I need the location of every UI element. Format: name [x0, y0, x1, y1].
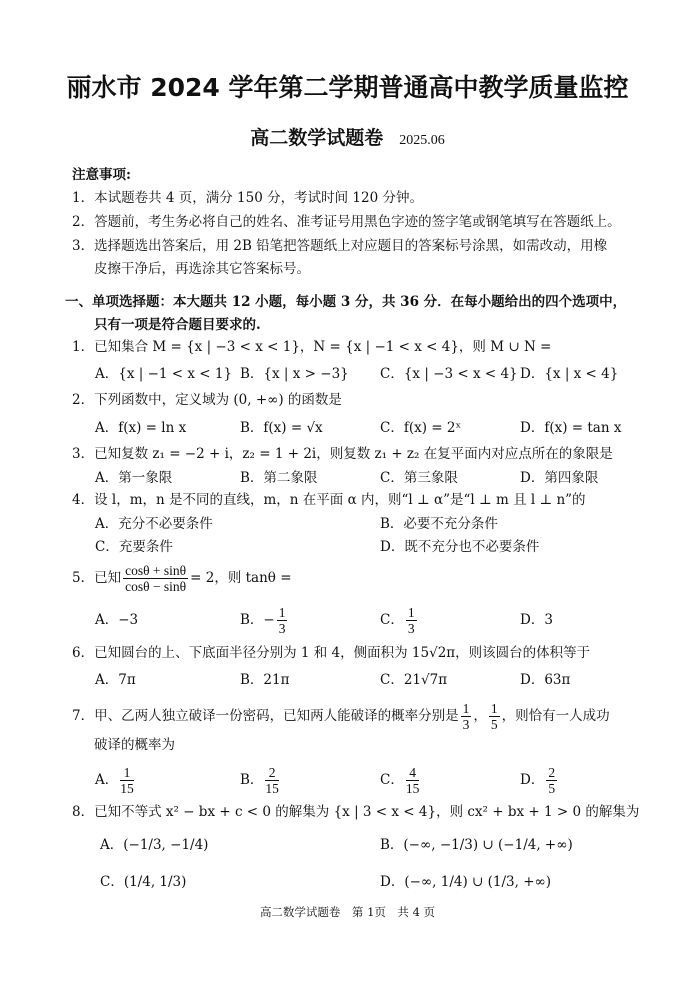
q5-fraction: [123, 563, 188, 594]
q3-option-c: C．第三象限: [380, 470, 458, 486]
q2-option-a: A．f(x) = ln x: [95, 420, 187, 436]
frac-num: 2: [548, 765, 556, 780]
q1-option-a: A．{x | −1 < x < 1}: [95, 366, 233, 382]
frac-den: 5: [548, 781, 556, 796]
q4-option-b: B．必要不充分条件: [380, 516, 498, 532]
frac-den: 5: [490, 717, 498, 732]
notes-heading: 注意事项:: [72, 167, 131, 183]
q7-option-b: [240, 764, 281, 796]
q5-stem-post: = 2，则 tanθ =: [190, 570, 292, 586]
frac-num: 1: [490, 701, 498, 716]
q5-frac-den: cosθ − sinθ: [125, 579, 187, 594]
q5-option-d: [520, 604, 553, 636]
question-6-stem: 6．已知圆台的上、下底面半径分别为 1 和 4，侧面积为 15√2π，则该圆台的体积等于: [72, 645, 591, 661]
q6-option-d: D．63π: [520, 672, 571, 688]
option-fraction: [277, 605, 288, 636]
option-label: A．: [95, 612, 119, 628]
exam-title: 丽水市 2024 学年第二学期普通高中教学质量监控: [66, 73, 629, 102]
q3-option-b: B．第二象限: [240, 470, 318, 486]
section-heading-cont: 只有一项是符合题目要求的.: [94, 317, 261, 333]
q3-option-a: A．第一象限: [95, 470, 173, 486]
frac-num: 1: [462, 701, 470, 716]
subtitle-text: 高二数学试题卷: [250, 127, 384, 149]
exam-subtitle: [0, 128, 695, 151]
note-item: 1．本试题卷共 4 页，满分 150 分，考试时间 120 分钟。: [72, 190, 423, 206]
q4-option-a: A．充分不必要条件: [95, 516, 213, 532]
frac-den: 15: [265, 781, 279, 796]
question-3-stem: 3．已知复数 z₁ = −2 + i，z₂ = 1 + 2i，则复数 z₁ + z₂ 在复平面内对应点所在的象限是: [72, 446, 613, 462]
option-value: 3: [544, 612, 553, 628]
question-7-stem: 7．甲、乙两人独立破译一份密码，已知两人能破译的概率分别是 $\frac{1}{3}$ ， $\frac{1}{5}$ ，则恰有一人成功: [72, 701, 610, 732]
q2-option-d: D．f(x) = tan x: [520, 420, 622, 436]
q4-option-d: D．既不充分也不必要条件: [380, 539, 540, 555]
option-label: B．: [240, 772, 264, 788]
q1-option-b: B．{x | x > −3}: [240, 366, 349, 382]
q2-option-b: B．f(x) = √x: [240, 420, 323, 436]
option-value: −3: [118, 612, 139, 628]
q5-frac-num: cosθ + sinθ: [125, 563, 187, 578]
option-fraction: [406, 605, 417, 636]
q6-option-b: B．21π: [240, 672, 290, 688]
option-fraction: [120, 765, 134, 796]
q1-option-c: C．{x | −3 < x < 4}: [380, 366, 518, 382]
option-label: D．: [520, 772, 545, 788]
q6-option-a: A．7π: [95, 672, 136, 688]
q1-option-d: D．{x | x < 4}: [520, 366, 619, 382]
q4-option-c: C．充要条件: [95, 539, 173, 555]
question-1-stem: 1．已知集合 M = {x | −3 < x < 1}，N = {x | −1 < x < 4}，则 M ∪ N =: [72, 339, 552, 355]
frac-den: 3: [278, 621, 286, 636]
q7-stem-pre: 7．甲、乙两人独立破译一份密码，已知两人能破译的概率分别是: [72, 708, 459, 724]
frac-num: 1: [407, 605, 415, 620]
question-8-stem: 8．已知不等式 x² − bx + c < 0 的解集为 {x | 3 < x < 4}，则 cx² + bx + 1 > 0 的解集为: [72, 804, 640, 820]
q3-option-d: D．第四象限: [520, 470, 599, 486]
question-4-stem: 4．设 l，m，n 是不同的直线，m，n 在平面 α 内，则“l ⊥ α”是“l ⊥ m 且 l ⊥ n”的: [72, 492, 586, 508]
frac-den: 3: [407, 621, 415, 636]
note-item: 2．答题前，考生务必将自己的姓名、准考证号用黑色字迹的签字笔或钢笔填写在答题纸上。: [72, 214, 621, 230]
frac-den: 15: [120, 781, 134, 796]
option-label: C．: [380, 772, 404, 788]
q2-option-c: C．f(x) = 2ˣ: [380, 420, 462, 436]
q8-option-b: B．(−∞, −1/3) ∪ (−1/4, +∞): [380, 837, 573, 853]
q8-option-a: A．(−1/3, −1/4): [100, 837, 209, 853]
q8-option-d: D．(−∞, 1/4) ∪ (1/3, +∞): [380, 874, 552, 890]
q7-stem-line2: 破译的概率为: [94, 737, 175, 753]
question-2-stem: 2．下列函数中，定义域为 (0, +∞) 的函数是: [72, 392, 342, 408]
frac-num: 1: [120, 765, 134, 781]
q6-option-c: C．21√7π: [380, 672, 448, 688]
frac-num: 2: [265, 765, 279, 781]
q5-stem-pre: 5．已知: [72, 570, 122, 586]
question-5-stem: [72, 560, 292, 596]
frac-num: 1: [278, 605, 286, 620]
option-fraction: [406, 765, 420, 796]
section-heading: 一、单项选择题：本大题共 12 小题，每小题 3 分，共 36 分．在每小题给出的四个选项中，: [65, 294, 627, 310]
note-item: 3．选择题选出答案后，用 2B 铅笔把答题纸上对应题目的答案标号涂黑，如需改动，用橡: [72, 238, 608, 254]
note-item: 皮擦干净后，再选涂其它答案标号。: [94, 261, 310, 277]
frac-den: 15: [405, 781, 420, 796]
frac-den: 3: [462, 717, 470, 732]
q5-option-c: [380, 604, 419, 636]
q7-option-d: [520, 764, 559, 796]
option-fraction: [546, 765, 557, 796]
q7-fraction-1: [461, 701, 472, 732]
option-label: C．: [380, 612, 404, 628]
q7-stem-post: ，则恰有一人成功: [501, 708, 610, 724]
q7-option-c: [380, 764, 421, 796]
option-label: B．: [240, 612, 264, 628]
exam-date: 2025.06: [399, 133, 445, 148]
option-sign: −: [263, 612, 275, 628]
frac-num: 4: [406, 765, 420, 781]
q7-fraction-2: [489, 701, 500, 732]
page-footer: 高二数学试题卷 第 1页 共 4 页: [259, 905, 436, 919]
option-label: D．: [520, 612, 545, 628]
option-label: A．: [95, 772, 119, 788]
q5-option-a: [95, 604, 138, 636]
q5-option-b: [240, 604, 289, 636]
q8-option-c: C．(1/4, 1/3): [100, 874, 187, 890]
q7-option-a: [95, 764, 136, 796]
option-fraction: [265, 765, 279, 796]
